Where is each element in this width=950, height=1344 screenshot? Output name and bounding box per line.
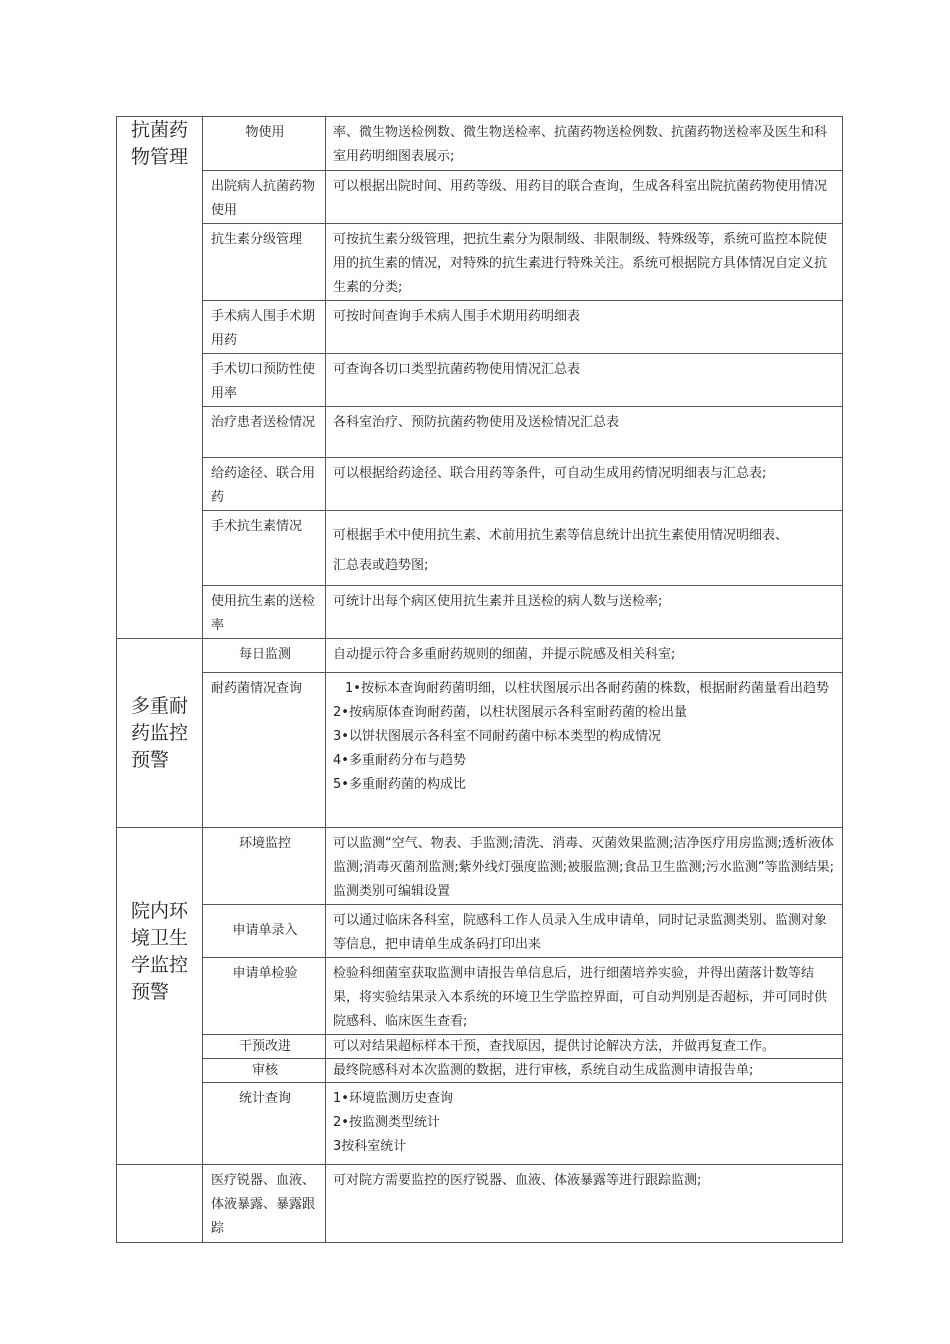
feature-label: 物使用 xyxy=(245,125,285,140)
feature-label: 每日监测 xyxy=(238,647,291,662)
description-cell xyxy=(326,407,843,458)
description-cell xyxy=(326,301,843,354)
table-row xyxy=(117,511,843,586)
description-cell xyxy=(326,171,843,224)
feature-cell xyxy=(203,224,326,301)
feature-label: 手术抗生素情况 xyxy=(211,519,303,534)
description-text: 可按抗生素分级管理，把抗生素分为限制级、非限制级、特殊级等，系统可监控本院使用的抗生素的情况，对特殊的抗生素进行特殊关注。系统可根据院方具体情况自定义抗生素的分类; xyxy=(333,232,828,295)
feature-label: 手术切口预防性使用率 xyxy=(211,362,316,401)
table-row xyxy=(117,117,843,171)
feature-cell xyxy=(203,1083,326,1165)
category-cell xyxy=(117,1165,203,1243)
description-line: 4•多重耐药分布与趋势 xyxy=(333,753,466,768)
feature-table xyxy=(116,116,843,1243)
description-line: 汇总表或趋势图; xyxy=(333,558,429,573)
description-cell xyxy=(326,224,843,301)
feature-label: 申请单录入 xyxy=(232,923,298,938)
feature-cell xyxy=(203,1165,326,1243)
feature-label: 干预改进 xyxy=(238,1039,291,1054)
feature-label: 治疗患者送检情况 xyxy=(211,415,316,430)
description-line: 3按科室统计 xyxy=(333,1139,407,1154)
description-cell xyxy=(326,1035,843,1059)
description-text: 自动提示符合多重耐药规则的细菌，并提示院感及相关科室; xyxy=(333,647,676,662)
description-line: 1•环境监测历史查询 xyxy=(333,1091,453,1106)
table-row xyxy=(117,458,843,511)
feature-label: 环境监控 xyxy=(238,836,291,851)
description-cell xyxy=(326,458,843,511)
table-row xyxy=(117,1035,843,1059)
table-row xyxy=(117,828,843,905)
description-line: 可根据手术中使用抗生素、术前用抗生素等信息统计出抗生素使用情况明细表、 xyxy=(333,528,789,543)
category-cell xyxy=(117,828,203,1165)
description-line: 2•按监测类型统计 xyxy=(333,1115,440,1130)
table-row xyxy=(117,1059,843,1083)
feature-cell xyxy=(203,639,326,673)
feature-cell xyxy=(203,1059,326,1083)
description-text: 可以根据出院时间、用药等级、用药目的联合查询，生成各科室出院抗菌药物使用情况 xyxy=(333,179,828,194)
feature-cell xyxy=(203,354,326,407)
category-label: 抗菌药物管理 xyxy=(131,119,189,168)
table-row xyxy=(117,171,843,224)
table-row xyxy=(117,1083,843,1165)
feature-cell xyxy=(203,1035,326,1059)
feature-label: 统计查询 xyxy=(238,1091,291,1106)
table-row xyxy=(117,224,843,301)
description-cell xyxy=(326,511,843,586)
description-line: 2•按病原体查询耐药菌，以柱状图展示各科室耐药菌的检出量 xyxy=(333,705,687,720)
table-row xyxy=(117,673,843,828)
description-cell xyxy=(326,117,843,171)
feature-cell xyxy=(203,171,326,224)
description-text: 可按时间查询手术病人围手术期用药明细表 xyxy=(333,309,581,324)
description-cell xyxy=(326,354,843,407)
category-cell xyxy=(117,639,203,828)
description-cell xyxy=(326,1165,843,1243)
description-text: 可查询各切口类型抗菌药物使用情况汇总表 xyxy=(333,362,581,377)
table-row xyxy=(117,301,843,354)
feature-cell xyxy=(203,407,326,458)
description-text: 可以监测“空气、物表、手监测;清洗、消毒、灭菌效果监测;洁净医疗用房监测;透析液体监测;消毒灭菌剂监测;紫外线灯强度监测;被服监测;食品卫生监测;污水监测”等监测结果;监测类别可编辑设置 xyxy=(333,836,835,899)
feature-cell xyxy=(203,586,326,639)
description-text: 各科室治疗、预防抗菌药物使用及送检情况汇总表 xyxy=(333,415,620,430)
feature-label: 给药途径、联合用药 xyxy=(211,466,316,505)
description-cell xyxy=(326,1059,843,1083)
description-cell xyxy=(326,905,843,958)
feature-cell xyxy=(203,301,326,354)
feature-label: 申请单检验 xyxy=(232,966,298,981)
feature-cell xyxy=(203,511,326,586)
description-text: 率、微生物送检例数、微生物送检率、抗菌药物送检例数、抗菌药物送检率及医生和科室用药明细图表展示; xyxy=(333,125,828,164)
category-label: 院内环境卫生学监控预警 xyxy=(131,900,189,1003)
category-cell xyxy=(117,117,203,639)
feature-label: 手术病人围手术期用药 xyxy=(211,309,316,348)
feature-label: 耐药菌情况查询 xyxy=(211,681,303,696)
feature-cell xyxy=(203,958,326,1035)
feature-cell xyxy=(203,117,326,171)
feature-label: 医疗锐器、血液、体液暴露、暴露跟踪 xyxy=(211,1173,316,1236)
description-cell xyxy=(326,673,843,828)
description-cell xyxy=(326,586,843,639)
feature-label: 使用抗生素的送检率 xyxy=(211,594,316,633)
table-row xyxy=(117,407,843,458)
category-label: 多重耐药监控预警 xyxy=(131,694,189,771)
description-text: 可对院方需要监控的医疗锐器、血液、体液暴露等进行跟踪监测; xyxy=(333,1173,702,1188)
feature-label: 抗生素分级管理 xyxy=(211,232,303,247)
table-row xyxy=(117,905,843,958)
feature-label: 出院病人抗菌药物使用 xyxy=(211,179,316,218)
description-line: 5•多重耐药菌的构成比 xyxy=(333,777,466,792)
description-cell xyxy=(326,639,843,673)
description-text: 可统计出每个病区使用抗生素并且送检的病人数与送检率; xyxy=(333,594,663,609)
description-cell xyxy=(326,828,843,905)
table-row xyxy=(117,1165,843,1243)
description-cell xyxy=(326,958,843,1035)
feature-cell xyxy=(203,673,326,828)
description-cell xyxy=(326,1083,843,1165)
description-text: 可以对结果超标样本干预，查找原因，提供讨论解决方法，并做再复查工作。 xyxy=(333,1039,776,1054)
description-text: 可以根据给药途径、联合用药等条件，可自动生成用药情况明细表与汇总表; xyxy=(333,466,767,481)
description-line: 1•按标本查询耐药菌明细，以柱状图展示出各耐药菌的株数，根据耐药菌量看出趋势 xyxy=(345,681,829,696)
table-row xyxy=(117,958,843,1035)
feature-cell xyxy=(203,905,326,958)
description-text: 可以通过临床各科室，院感科工作人员录入生成申请单，同时记录监测类别、监测对象等信息，把申请单生成条码打印出来 xyxy=(333,913,828,952)
description-text: 检验科细菌室获取监测申请报告单信息后，进行细菌培养实验，并得出菌落计数等结果，将实验结果录入本系统的环境卫生学监控界面，可自动判别是否超标，并可同时供院感科、临床医生查看; xyxy=(333,966,828,1029)
description-text: 最终院感科对本次监测的数据，进行审核，系统自动生成监测申请报告单; xyxy=(333,1063,754,1078)
description-line: 3•以饼状图展示各科室不同耐药菌中标本类型的构成情况 xyxy=(333,729,661,744)
feature-cell xyxy=(203,828,326,905)
feature-label: 审核 xyxy=(251,1063,278,1078)
table-row xyxy=(117,639,843,673)
feature-cell xyxy=(203,458,326,511)
table-row xyxy=(117,586,843,639)
table-row xyxy=(117,354,843,407)
